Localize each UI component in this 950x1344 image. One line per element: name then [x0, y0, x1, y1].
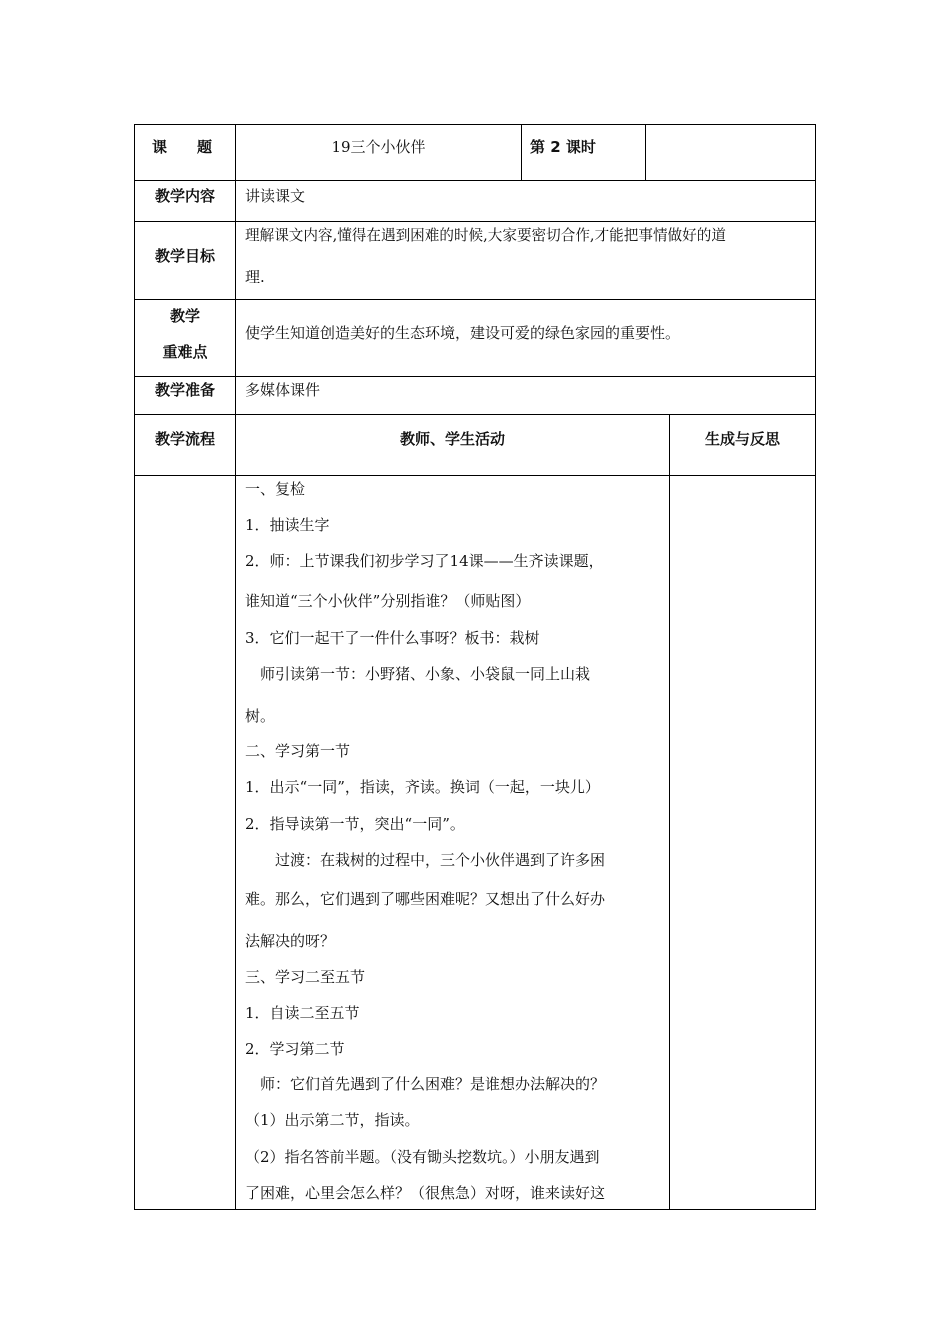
table-border-top	[134, 124, 816, 125]
col-divider-label	[235, 124, 236, 1210]
body-line: 1．自读二至五节	[245, 1004, 360, 1022]
row-divider-4	[134, 376, 816, 377]
activity-label: 教师、学生活动	[399, 430, 505, 448]
goal-line-2: 理.	[245, 268, 265, 286]
goal-label: 教学目标	[154, 247, 215, 265]
body-line: 2．学习第二节	[245, 1040, 345, 1058]
body-line: 一、复检	[245, 480, 306, 498]
table-border-bottom	[134, 1209, 816, 1210]
topic-value: 19三个小伙伴	[331, 138, 426, 156]
body-line: 1．抽读生字	[245, 516, 330, 534]
content-label: 教学内容	[154, 187, 215, 205]
prep-label: 教学准备	[154, 381, 215, 399]
topic-label: 课 题	[152, 138, 213, 156]
keypoint-label-line-1: 教学	[169, 307, 200, 325]
body-line: 法解决的呀？	[245, 932, 336, 950]
body-line: （1）出示第二节，指读。	[245, 1111, 420, 1129]
body-line: 师：它们首先遇到了什么困难？是谁想办法解决的？	[245, 1075, 606, 1093]
body-line: 过渡：在栽树的过程中，三个小伙伴遇到了许多困	[245, 851, 606, 869]
content-value: 讲读课文	[245, 187, 306, 205]
body-line: （2）指名答前半题。（没有锄头挖数坑。）小朋友遇到	[245, 1148, 600, 1166]
keypoint-label-line-2: 重难点	[162, 343, 208, 361]
prep-value: 多媒体课件	[245, 381, 321, 399]
row-divider-1	[134, 180, 816, 181]
table-border-left	[134, 124, 135, 1210]
body-line: 难。那么，它们遇到了哪些困难呢？又想出了什么好办	[245, 890, 606, 908]
body-line: 2．师：上节课我们初步学习了14课——生齐读课题，	[245, 552, 604, 570]
body-line: 了困难，心里会怎么样？（很焦急）对呀，谁来读好这	[245, 1184, 606, 1202]
col-divider-reflect	[669, 414, 670, 1210]
reflect-label: 生成与反思	[704, 430, 780, 448]
keypoint-value: 使学生知道创造美好的生态环境，建设可爱的绿色家园的重要性。	[245, 324, 681, 342]
body-line: 2．指导读第一节，突出“一同”。	[245, 815, 465, 833]
body-line: 1．出示“一同”，指读，齐读。换词（一起，一块儿）	[245, 778, 600, 796]
row-divider-6	[134, 475, 816, 476]
lesson-label: 第 2 课时	[530, 138, 596, 156]
body-line: 三、学习二至五节	[245, 968, 366, 986]
body-line: 师引读第一节：小野猪、小象、小袋鼠一同上山栽	[245, 665, 591, 683]
body-line: 谁知道“三个小伙伴”分别指谁？（师贴图）	[245, 592, 531, 610]
row-divider-3	[134, 299, 816, 300]
flow-label: 教学流程	[154, 430, 215, 448]
row-divider-2	[134, 221, 816, 222]
body-line: 树。	[245, 707, 276, 725]
body-line: 3．它们一起干了一件什么事呀？板书：栽树	[245, 629, 540, 647]
table-border-right	[815, 124, 816, 1210]
col-divider-lesson	[645, 124, 646, 181]
body-line: 二、学习第一节	[245, 742, 351, 760]
goal-line-1: 理解课文内容,懂得在遇到困难的时候,大家要密切合作,才能把事情做好的道	[245, 227, 726, 244]
row-divider-5	[134, 414, 816, 415]
col-divider-topic	[521, 124, 522, 181]
